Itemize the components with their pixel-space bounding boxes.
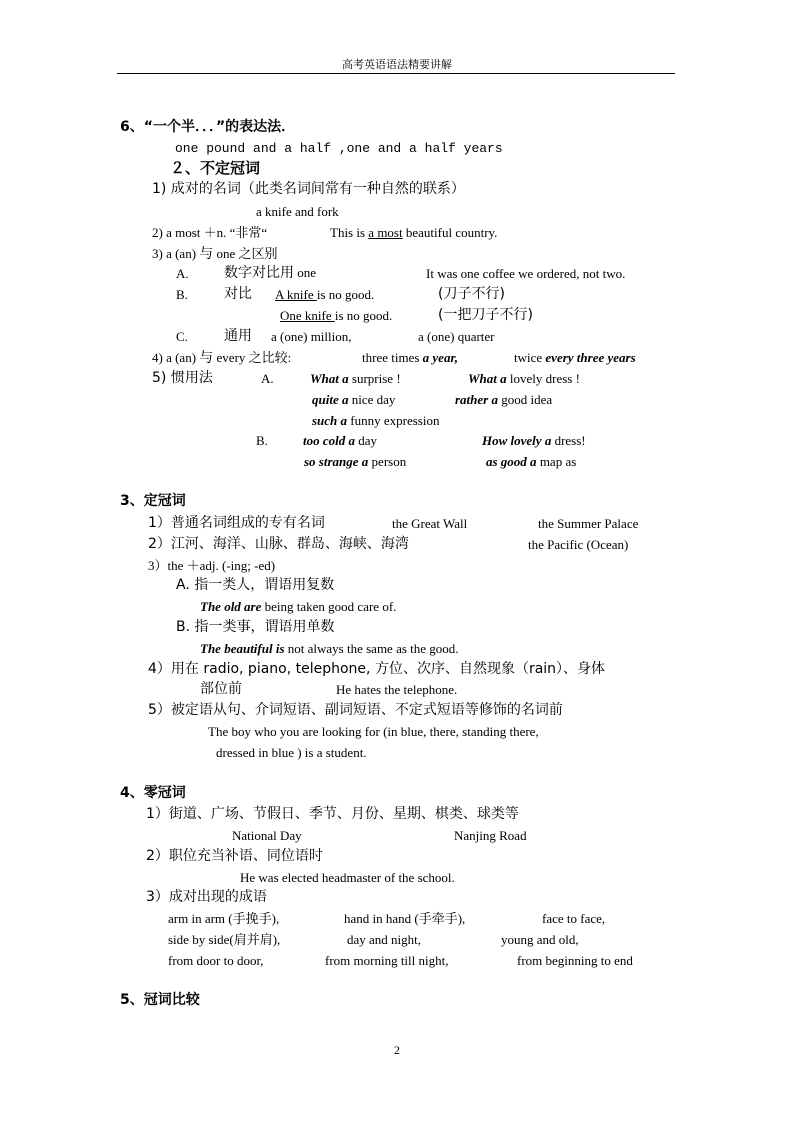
page-header: 高考英语语法精要讲解 [342,58,452,71]
s4-rule-3-phrase-8: from morning till night, [325,953,449,968]
s3-rule-4-example: He hates the telephone. [336,682,458,697]
s4-rule-3-phrase-6: young and old, [501,932,579,947]
s4-rule-3-phrase-2: hand in hand (手牵手), [344,911,466,926]
s2-rule-3-a-label: 数字对比用 one [224,265,317,281]
s2-rule-5-b-example-1: too cold a day [303,433,378,448]
header-rule [117,73,675,74]
s3-rule-3-b-label: B. 指一类事，谓语用单数 [176,619,335,635]
s3-rule-3-a-label: A. 指一类人，谓语用复数 [176,577,335,593]
s3-rule-5-label: 5）被定语从句、介词短语、副词短语、不定式短语等修饰的名词前 [148,702,563,718]
s4-rule-3-label: 3）成对出现的成语 [146,889,267,905]
s3-rule-1-example-2: the Summer Palace [538,516,639,531]
s4-rule-3-phrase-9: from beginning to end [517,953,633,968]
section-4-heading: 4、零冠词 [120,785,186,801]
s4-rule-3-phrase-1: arm in arm (手挽手), [168,911,280,926]
section-2-heading: ２、不定冠词 [170,159,261,177]
s3-rule-3-b-example: The beautiful is not always the same as the good. [200,641,459,656]
s3-rule-3-a-example: The old are being taken good care of. [200,599,397,614]
s2-rule-3-c-letter: C. [176,329,188,344]
section-3-heading: 3、定冠词 [120,493,186,509]
s3-rule-1-example-1: the Great Wall [392,516,468,531]
s2-rule-3-a-letter: A. [176,266,189,281]
s2-rule-5-b-example-4: as good a map as [486,454,577,469]
s3-rule-3-label: 3）the ＋adj. (-ing; -ed) [148,558,276,573]
s2-rule-1-label: 1) 成对的名词（此类名词间常有一种自然的联系） [152,181,465,197]
s2-rule-4-example-2: twice every three years [514,350,636,365]
s2-rule-3-b-label: 对比 [224,286,252,302]
s3-rule-2-example: the Pacific (Ocean) [528,537,629,552]
s2-rule-5-a-letter: A. [261,371,274,386]
s2-rule-5-label: 5) 惯用法 [152,370,213,386]
s4-rule-1-label: 1）街道、广场、节假日、季节、月份、星期、棋类、球类等 [146,806,519,822]
s2-rule-3-c-example-1: a (one) million, [271,329,352,344]
s4-rule-3-phrase-5: day and night, [347,932,422,947]
s2-rule-5-a-example-5: such a funny expression [312,413,440,428]
s2-rule-5-b-example-2: How lovely a dress! [482,433,586,448]
s2-rule-5-a-example-4: rather a good idea [455,392,553,407]
section-6-heading: 6、“一个半．．．”的表达法． [120,119,296,135]
s3-rule-5-example-1: The boy who you are looking for (in blue, there, standing there, [208,724,539,739]
s3-rule-5-example-2: dressed in blue ) is a student. [216,745,367,760]
s2-rule-3-b-letter: B. [176,287,188,302]
s2-rule-3-c-label: 通用 [224,328,252,344]
s2-rule-5-b-letter: B. [256,433,268,448]
s4-rule-3-phrase-7: from door to door, [168,953,264,968]
s2-rule-5-a-example-1: What a surprise ! [310,371,401,386]
s2-rule-3-c-example-2: a (one) quarter [418,329,495,344]
page-number: 2 [394,1043,400,1057]
section-5-heading: 5、冠词比较 [120,992,200,1008]
s2-rule-3-a-example: It was one coffee we ordered, not two. [426,266,626,281]
section-6-example: one pound and a half ,one and a half years [175,141,503,156]
s2-rule-3-b-note-1: (刀子不行) [438,286,505,302]
s2-rule-5-b-example-3: so strange a person [304,454,407,469]
s2-rule-5-a-example-3: quite a nice day [312,392,396,407]
s4-rule-2-label: 2）职位充当补语、同位语时 [146,848,323,864]
s2-rule-5-a-example-2: What a lovely dress ! [468,371,580,386]
s4-rule-3-phrase-3: face to face, [542,911,606,926]
s4-rule-2-example: He was elected headmaster of the school. [240,870,455,885]
s4-rule-3-phrase-4: side by side(肩并肩), [168,932,281,947]
s3-rule-1-label: 1）普通名词组成的专有名词 [148,515,325,531]
s4-rule-1-example-1: National Day [232,828,302,843]
s2-rule-3-b-note-2: (一把刀子不行) [438,307,533,323]
s3-rule-4-label: 4）用在 radio, piano, telephone, 方位、次序、自然现象（rain）、身体 [148,661,606,677]
s2-rule-2-example: This is a most beautiful country. [330,225,498,240]
s3-rule-4-label-cont: 部位前 [200,681,242,697]
s3-rule-2-label: 2）江河、海洋、山脉、群岛、海峡、海湾 [148,536,409,552]
s2-rule-3-label: 3) a (an) 与 one 之区别 [152,246,278,262]
s2-rule-3-b-example-2: One knife is no good. [280,308,393,323]
s2-rule-4-label: 4) a (an) 与 every 之比较: [152,350,292,366]
s2-rule-3-b-example-1: A knife is no good. [275,287,375,302]
s2-rule-4-example-1: three times a year, [362,350,459,365]
s4-rule-1-example-2: Nanjing Road [454,828,527,843]
s2-rule-1-example: a knife and fork [256,204,339,219]
s2-rule-2-label: 2) a most ＋n. “非常“ [152,225,268,240]
